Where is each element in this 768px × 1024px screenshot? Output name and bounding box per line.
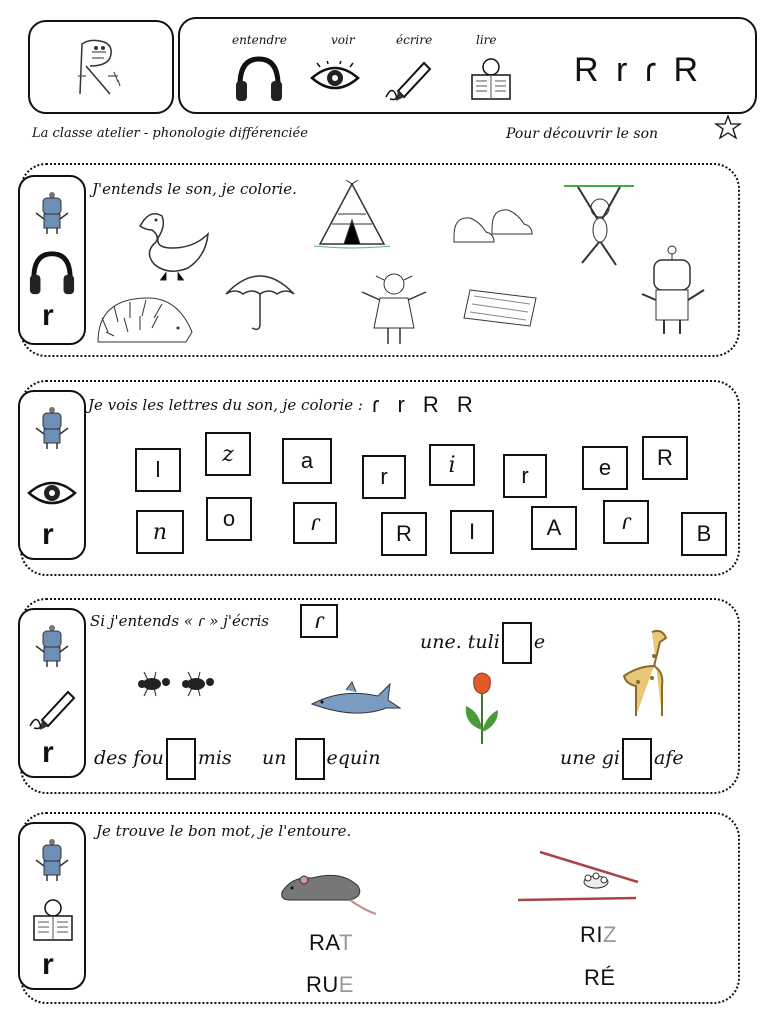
eye-icon	[310, 61, 360, 95]
monkey-picture	[560, 178, 640, 272]
word-part: un	[262, 747, 287, 769]
side-letter: r	[42, 948, 54, 981]
answer-blank[interactable]	[502, 622, 532, 664]
word-letters: RU	[306, 972, 339, 997]
answer-blank[interactable]	[295, 738, 325, 780]
ants-picture	[134, 666, 224, 700]
chopsticks-rice-picture	[516, 848, 642, 908]
section-read-sidebar	[18, 822, 86, 990]
sense-label-hear: entendre	[232, 33, 288, 47]
word-part: afe	[654, 747, 684, 769]
instruction-letter-box: ɾ	[300, 604, 338, 638]
rug-picture	[460, 284, 544, 332]
star-icon	[714, 114, 742, 140]
letter-box[interactable]: I	[450, 510, 494, 554]
shark-picture	[310, 680, 402, 722]
letter-box[interactable]: r	[362, 455, 406, 499]
giraffe-picture	[608, 626, 678, 720]
eye-icon	[27, 476, 77, 510]
word-part: une gi	[560, 747, 620, 769]
letter-box[interactable]: R	[381, 512, 427, 556]
word-part: equin	[326, 747, 381, 769]
section-read	[20, 812, 740, 1004]
word-part: des fou	[94, 747, 164, 769]
word-letters-grey: Z	[603, 922, 617, 947]
word-choice-riz[interactable]	[580, 922, 617, 948]
word-choice-rat[interactable]	[309, 930, 353, 956]
side-letter: r	[42, 736, 54, 769]
pencil-hand-icon	[28, 686, 78, 732]
reader-icon	[28, 898, 78, 944]
section-hear-instruction: J'entends le son, je colorie.	[92, 180, 297, 198]
header-logo-box	[28, 20, 174, 114]
letter-box[interactable]: r	[503, 454, 547, 498]
word-letters: RI	[580, 922, 603, 947]
word-choice-re[interactable]: RÉ	[584, 965, 616, 990]
word-letters: RA	[309, 930, 339, 955]
duck-picture	[136, 206, 216, 284]
pencil-hand-icon	[384, 57, 434, 103]
letter-box[interactable]: l	[135, 448, 181, 492]
letter-box[interactable]: n	[136, 510, 184, 554]
robot-mascot-icon	[34, 838, 70, 882]
letter-box[interactable]: B	[681, 512, 727, 556]
word-fourmis	[94, 738, 232, 780]
letter-box[interactable]: z	[205, 432, 251, 476]
sense-label-write: écrire	[396, 33, 433, 47]
header-senses-box	[178, 17, 757, 114]
headphones-icon	[234, 53, 284, 103]
teepee-picture	[312, 180, 392, 252]
letter-box[interactable]: ɾ	[293, 502, 337, 544]
section-see-instruction: Je vois les lettres du son, je colorie :	[88, 396, 363, 414]
letter-box[interactable]: A	[531, 506, 577, 550]
letter-character-illustration	[70, 36, 130, 98]
robot-picture	[636, 244, 710, 340]
letter-box[interactable]: e	[582, 446, 628, 490]
robot-mascot-icon	[34, 406, 70, 450]
word-letters-grey: T	[338, 930, 353, 955]
headphones-icon	[28, 247, 76, 297]
section-see-target-letters: ɾ r R R	[372, 392, 479, 417]
section-hear-sidebar	[18, 175, 86, 345]
letter-box[interactable]: R	[642, 436, 688, 480]
word-tulipe	[420, 622, 545, 664]
word-letters-grey: E	[338, 972, 354, 997]
umbrella-picture	[222, 262, 298, 334]
section-write-sidebar	[18, 608, 86, 778]
header-subtitle-right: Pour découvrir le son	[506, 126, 659, 142]
header-subtitle-left: La classe atelier - phonologie différenciée	[32, 126, 308, 141]
robot-mascot-icon	[34, 191, 70, 235]
side-letter: r	[42, 518, 54, 551]
answer-blank[interactable]	[622, 738, 652, 780]
girl-picture	[356, 270, 432, 350]
letter-box[interactable]: i	[429, 444, 475, 486]
tulip-picture	[460, 670, 504, 750]
word-requin	[262, 738, 381, 780]
sense-label-read: lire	[476, 33, 497, 47]
sense-label-see: voir	[331, 33, 355, 47]
section-read-instruction: Je trouve le bon mot, je l'entoure.	[96, 822, 352, 840]
hedgehog-picture	[94, 292, 194, 350]
word-part: mis	[197, 747, 232, 769]
side-letter: r	[42, 299, 54, 332]
header-letter-forms: R r ɾ R	[574, 51, 703, 89]
word-part: une. tuli	[420, 631, 500, 653]
letter-box[interactable]: o	[206, 497, 252, 541]
section-see-sidebar	[18, 390, 86, 560]
word-part: e	[533, 631, 546, 653]
word-girafe	[560, 738, 684, 780]
robot-mascot-icon	[34, 624, 70, 668]
sneakers-picture	[452, 206, 534, 252]
letter-box[interactable]: ɾ	[603, 500, 649, 544]
reader-icon	[466, 57, 516, 103]
section-write-instruction: Si j'entends « ɾ » j'écris	[90, 612, 269, 630]
rat-picture	[278, 866, 378, 918]
answer-blank[interactable]	[166, 738, 196, 780]
word-choice-rue[interactable]	[306, 972, 354, 998]
letter-box[interactable]: a	[282, 438, 332, 484]
